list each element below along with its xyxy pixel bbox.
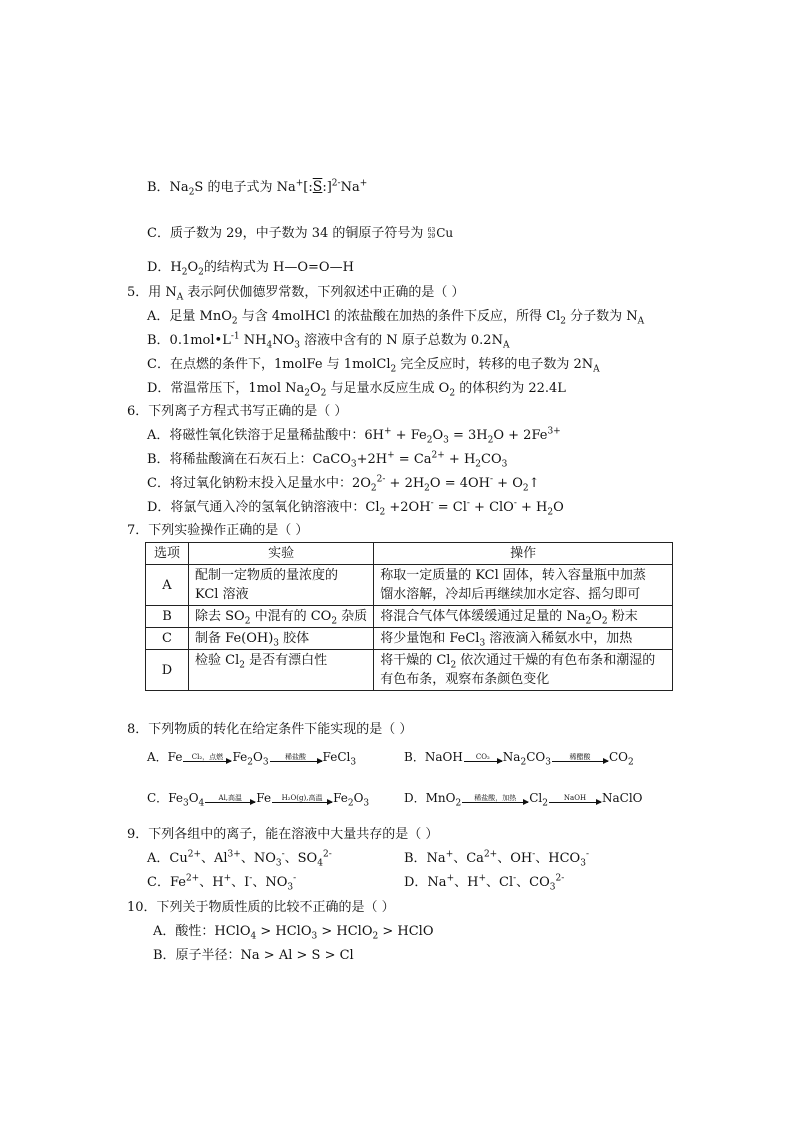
table-row (146, 606, 673, 628)
row-option: D (146, 650, 189, 691)
q4-option-d: D．$H_2O_2$的结构式为 H—O=O—H (147, 260, 354, 278)
reaction-arrow: CO₂ (464, 753, 502, 762)
q5-stem: 5．用 $N_A$ 表示阿伏伽德罗常数，下列叙述中正确的是（ ） (127, 285, 465, 303)
row-experiment: 制备 $Fe(OH)_3$ 胶体 (189, 628, 374, 650)
electron-formula: [:S:]$^{2-}$ (303, 178, 341, 195)
row-option: A (146, 565, 189, 606)
q4-option-b: B．$Na_2S$ 的电子式为 Na+[:S:]$^{2-}$Na+ (147, 178, 368, 198)
table-header-row (146, 543, 673, 565)
row-option: B (146, 606, 189, 628)
experiment-table (145, 542, 673, 691)
header-operation: 操作 (374, 543, 673, 565)
q9-option-a: A．$Cu^{2+}$、$Al^{3+}$、$NO_3^-$、$SO_4^{2-}$ (147, 849, 332, 869)
q5-option-d: D．常温常压下，1mol $Na_2O_2$ 与足量水反应生成 $O_2$ 的体积约为 22.4L (147, 381, 566, 399)
q8-option-c: C．$Fe_3O_4$ Al,高温 Fe H₂O(g),高温 $Fe_2O_3$ (147, 791, 370, 809)
q9-stem: 9．下列各组中的离子，能在溶液中大量共存的是（ ） (127, 827, 439, 842)
q9-option-c: C．$Fe^{2+}$、H+、I-、$NO_3^-$ (147, 873, 297, 893)
table-row (146, 650, 673, 691)
q4-option-c: C．质子数为 29，中子数为 34 的铜原子符号为 63 29 Cu (147, 226, 454, 241)
q8-option-a: A．Fe Cl₂，点燃 $Fe_2O_3$ 稀盐酸 FeCl$_3$ (147, 750, 357, 768)
reaction-arrow: Al,高温 (205, 794, 255, 803)
row-option: C (146, 628, 189, 650)
reaction-arrow: Cl₂，点燃 (183, 753, 231, 762)
row-operation: 将少量饱和 FeCl$_3$ 溶液滴入稀氨水中，加热 (374, 628, 673, 650)
q5-option-b: B．$0.1mol•L^{-1}$ $NH_4NO_3$ 溶液中含有的 N 原子总数为 $0.2N_A$ (147, 331, 510, 351)
row-experiment: 除去 $SO_2$ 中混有的 $CO_2$ 杂质 (189, 606, 374, 628)
q5-option-c: C．在点燃的条件下，1molFe 与 1molCl$_2$ 完全反应时，转移的电子数为 $2N_A$ (147, 357, 600, 375)
q9-option-d: D．Na+、H+、Cl-、$CO_3^{2-}$ (404, 873, 565, 893)
q9-option-b: B．Na+、$Ca^{2+}$、OH-、$HCO_3^-$ (404, 849, 589, 869)
row-experiment: 配制一定物质的量浓度的 KCl 溶液 (189, 565, 374, 606)
header-experiment: 实验 (189, 543, 374, 565)
reaction-arrow: NaOH (549, 794, 601, 803)
row-operation: 将混合气体气体缓缓通过足量的 $Na_2O_2$ 粉末 (374, 606, 673, 628)
reaction-arrow: H₂O(g),高温 (272, 794, 332, 803)
table-row (146, 628, 673, 650)
row-operation: 将干燥的 $Cl_2$ 依次通过干燥的有色布条和潮湿的 有色布条，观察布条颜色变化 (374, 650, 673, 691)
q8-stem: 8．下列物质的转化在给定条件下能实现的是（ ） (127, 722, 413, 737)
q5-option-a: A．足量 MnO$_2$ 与含 4molHCl 的浓盐酸在加热的条件下反应，所得 $Cl_2$ 分子数为 $N_A$ (147, 309, 645, 327)
row-operation: 称取一定质量的 KCl 固体，转入容量瓶中加蒸 馏水溶解，冷却后再继续加水定容、摇匀即可 (374, 565, 673, 606)
q8-option-d: D．MnO$_2$ 稀盐酸，加热 $Cl_2$ NaOH NaClO (404, 791, 643, 809)
header-option: 选项 (146, 543, 189, 565)
table-row (146, 565, 673, 606)
q6-option-c: C．将过氧化钠粉末投入足量水中：$2O_2^{2-} + 2H_2O = 4OH^-$ + $O_2↑$ (147, 474, 540, 494)
q8-option-b: B．NaOH CO₂ $Na_2CO_3$ 稀醋酸 $CO_2$ (404, 750, 634, 768)
q6-option-d: D．将氯气通入冷的氢氧化钠溶液中：$Cl_2 +2OH^- = Cl^- + ClO^- + H_2O$ (147, 498, 564, 518)
q6-stem: 6．下列离子方程式书写正确的是（ ） (127, 404, 348, 419)
row-experiment: 检验 $Cl_2$ 是否有漂白性 (189, 650, 374, 691)
reaction-arrow: 稀醋酸 (552, 753, 608, 762)
reaction-arrow: 稀盐酸 (270, 753, 322, 762)
q6-option-b: B．将稀盐酸滴在石灰石上：CaCO$_3$+2H+ = $Ca^{2+} + H_2CO_3$ (147, 450, 508, 470)
reaction-arrow: 稀盐酸，加热 (462, 794, 528, 803)
isotope-numbers: 63 29 (427, 226, 436, 240)
q10-option-b: B．原子半径：Na > Al > S > Cl (153, 948, 354, 963)
q10-option-a: A．酸性：HClO$_4$ > HClO$_3$ > HClO$_2$ > HClO (153, 924, 434, 942)
q6-option-a: A．将磁性氧化铁溶于足量稀盐酸中：$6H^+ + Fe_2O_3 = 3H_2O + 2Fe^{3+}$ (147, 426, 561, 446)
q10-stem: 10．下列关于物质性质的比较不正确的是（ ） (127, 900, 395, 915)
q7-stem: 7．下列实验操作正确的是（ ） (127, 523, 309, 538)
